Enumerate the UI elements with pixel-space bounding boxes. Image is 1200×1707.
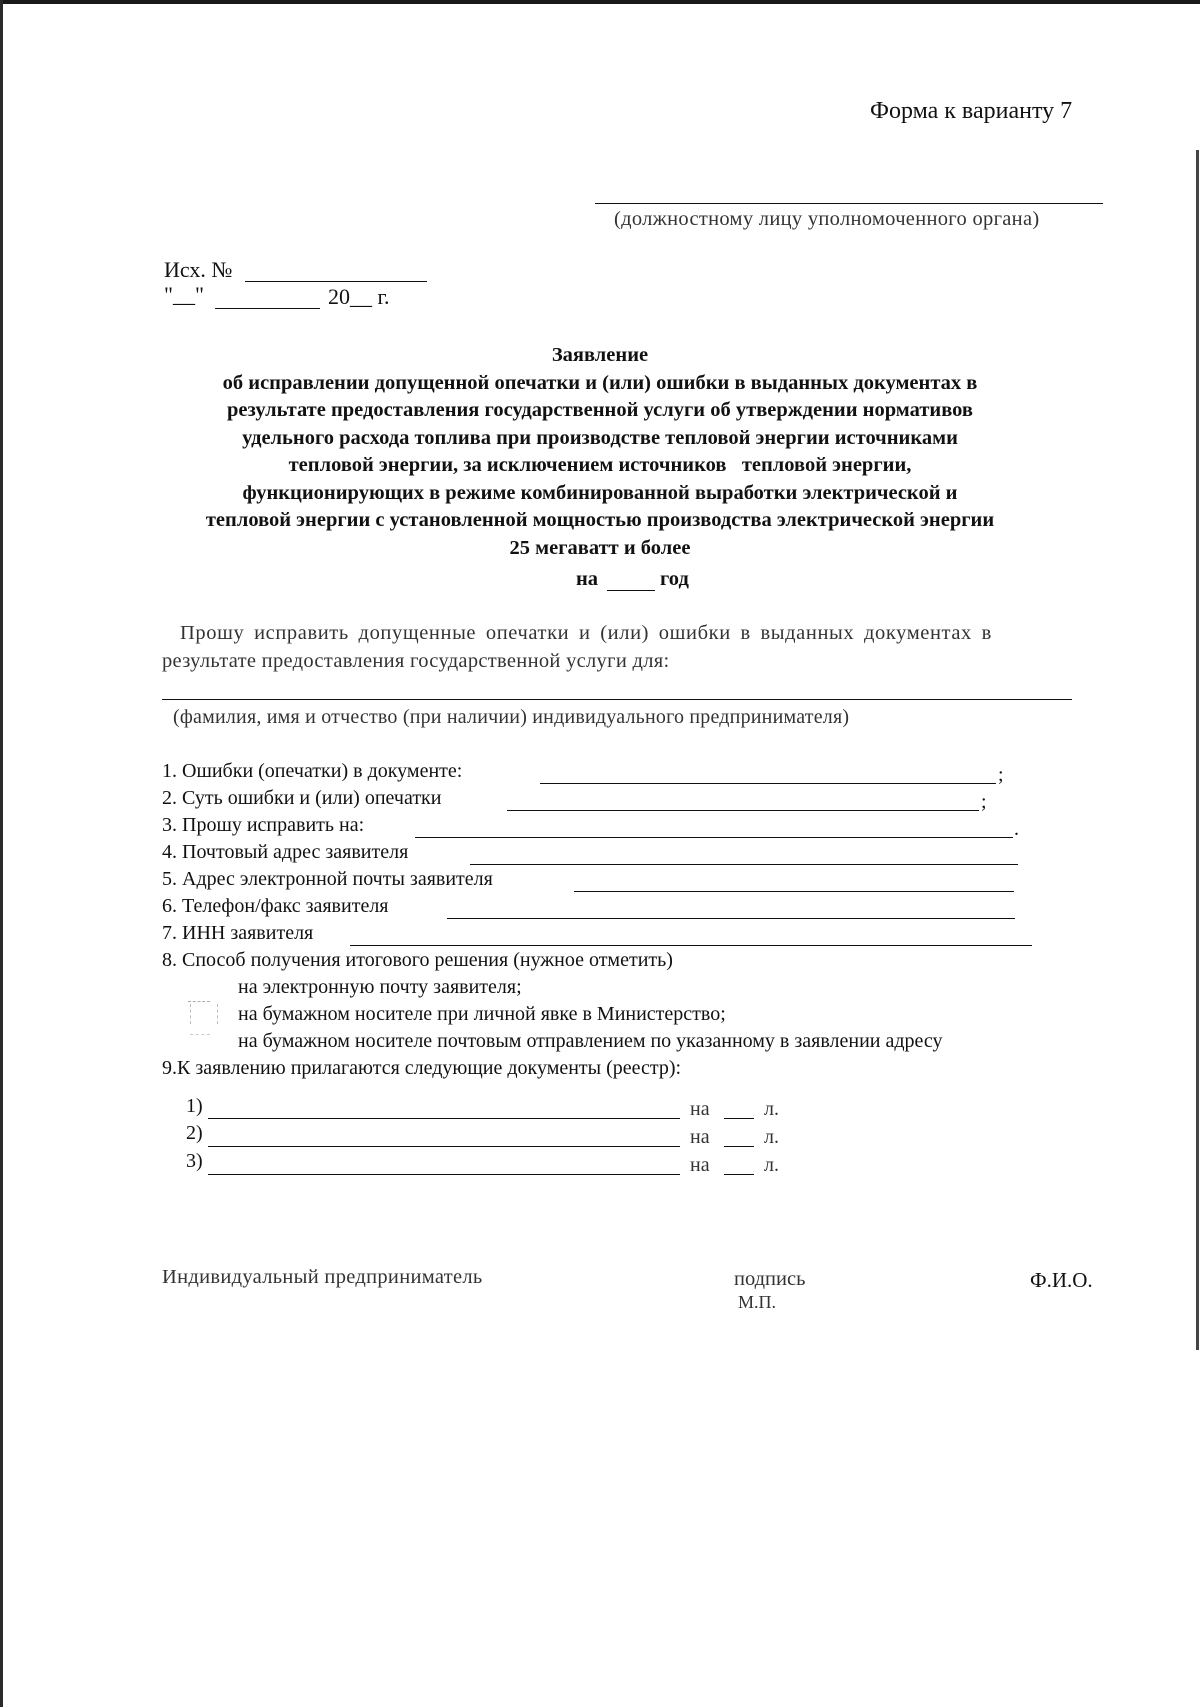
delivery-mail-checkbox[interactable] [190,1034,210,1049]
request-line-2: результате предоставления государственной услуги для: [162,650,670,672]
field-essence-line[interactable] [507,810,979,811]
field-inn-label: 7. ИНН заявителя [162,922,314,944]
field-essence-end: ; [981,791,987,813]
attachment-2-line[interactable] [208,1146,680,1147]
request-line-1: Прошу исправить допущенные опечатки и (или) ошибки в выданных документах в [180,622,992,644]
date-day: "__" [164,282,204,307]
signature-stamp: М.П. [738,1292,777,1312]
field-essence-label: 2. Суть ошибки и (или) опечатки [162,787,442,809]
title-line-5: функционирующих в режиме комбинированной выработки электрической и [242,481,958,504]
scan-edge-top [0,0,1200,4]
applicant-line [162,699,1072,700]
scan-edge-right [1196,150,1199,1350]
field-errors-end: ; [998,764,1004,786]
field-correct-to-end: . [1014,818,1019,840]
attachment-2-pages-line[interactable] [724,1146,754,1147]
attachment-2-na: на [690,1126,710,1148]
year-suffix: год [660,568,689,590]
scan-edge-left [0,0,3,1707]
form-label: Форма к варианту 7 [870,98,1073,124]
field-postal-address-line[interactable] [470,864,1018,865]
delivery-email-checkbox[interactable] [188,985,210,1002]
year-prefix: на [576,568,599,590]
field-errors-label: 1. Ошибки (опечатки) в документе: [162,760,463,782]
signature-sign: подпись [734,1268,806,1290]
title-line-1: об исправлении допущенной опечатки и (или) ошибки в выданных документах в [222,371,978,394]
attachment-1-line[interactable] [208,1118,680,1119]
addressee-hint: (должностному лицу уполномоченного органа) [614,208,1040,230]
document-title [130,342,1070,562]
attachment-3-na: на [690,1154,710,1176]
delivery-personal-checkbox[interactable] [190,1004,218,1024]
delivery-personal-option: на бумажном носителе при личной явке в Министерство; [238,1003,726,1025]
field-phone-label: 6. Телефон/факс заявителя [162,895,389,917]
field-correct-to-label: 3. Прошу исправить на: [162,814,365,836]
attachment-2-l: л. [764,1126,779,1148]
signature-role: Индивидуальный предприниматель [162,1266,483,1288]
field-email-line[interactable] [574,891,1014,892]
delivery-email-option: на электронную почту заявителя; [238,976,522,998]
field-inn-line[interactable] [350,945,1032,946]
outgoing-number-line [245,281,427,282]
title-line-2: результате предоставления государственной услуги об утверждении нормативов [227,399,973,421]
date-month-line [215,308,320,309]
field-email-label: 5. Адрес электронной почты заявителя [162,868,493,890]
title-heading: Заявление [551,344,649,366]
attachment-3-l: л. [764,1154,779,1176]
delivery-label: 8. Способ получения итогового решения (нужное отметить) [162,949,673,971]
delivery-mail-option: на бумажном носителе почтовым отправлением по указанному в заявлении адресу [238,1030,943,1052]
applicant-hint: (фамилия, имя и отчество (при наличии) индивидуального предпринимателя) [173,706,850,728]
attachment-1-na: на [690,1098,710,1120]
field-correct-to-line[interactable] [415,837,1013,838]
field-errors-line[interactable] [540,783,996,784]
addressee-line [595,203,1103,204]
attachment-2-num: 2) [186,1122,203,1144]
title-line-4: тепловой энергии, за исключением источников тепловой энергии, [288,454,912,476]
attachment-1-l: л. [764,1098,779,1120]
attachment-1-pages-line[interactable] [724,1118,754,1119]
attachment-1-num: 1) [186,1095,203,1117]
field-postal-address-label: 4. Почтовый адрес заявителя [162,841,409,863]
attachment-3-num: 3) [186,1150,203,1172]
date-year: 20__ г. [328,284,390,309]
attachment-3-pages-line[interactable] [724,1174,754,1175]
title-line-3: удельного расхода топлива при производстве тепловой энергии источниками [242,426,958,449]
outgoing-number-label: Исх. № [164,257,233,282]
attachments-label: 9.К заявлению прилагаются следующие документы (реестр): [162,1057,682,1079]
signature-fio: Ф.И.О. [1030,1268,1093,1292]
year-line [607,590,655,591]
field-phone-line[interactable] [447,918,1015,919]
attachment-3-line[interactable] [208,1174,680,1175]
title-line-7: 25 мегаватт и более [509,536,691,559]
title-line-6: тепловой энергии с установленной мощностью производства электрической энергии [205,509,995,531]
